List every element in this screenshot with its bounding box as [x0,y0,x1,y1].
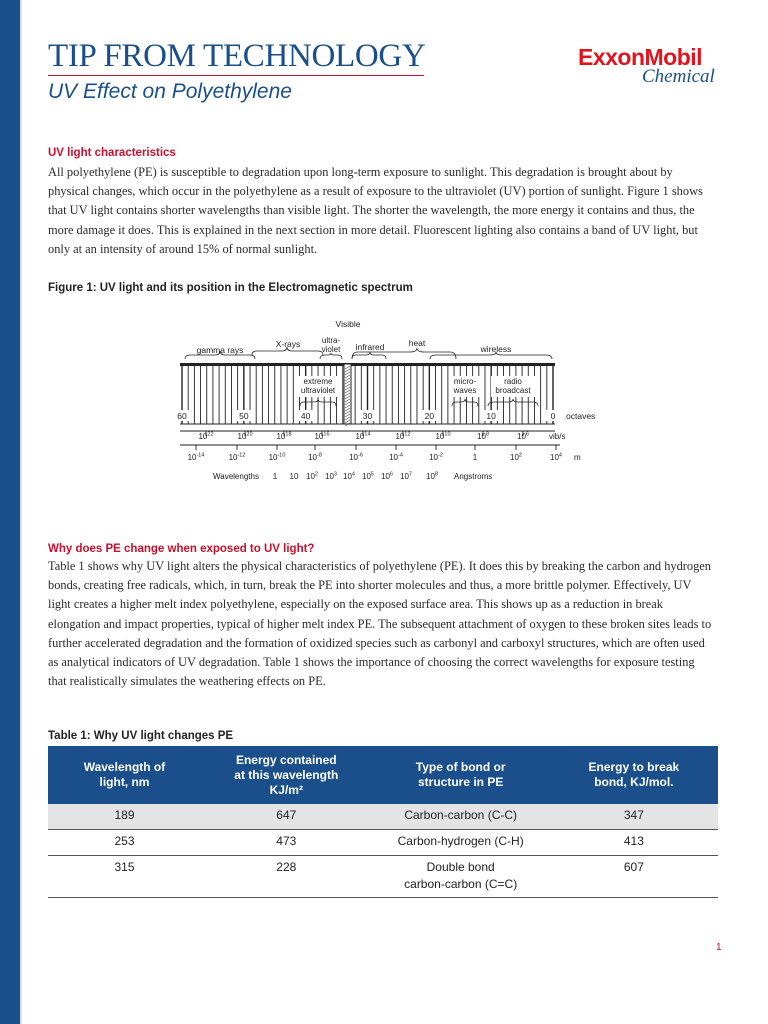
cell-wavelength: 315 [48,856,201,898]
octaves-unit-label: octaves [566,411,596,421]
cell-break-energy: 413 [550,830,718,856]
header-break-line: Energy to break [588,760,680,774]
cell-bond: Carbon-carbon (C-C) [372,804,550,830]
visible-band [344,364,351,424]
infrared-label: infrared [355,342,385,352]
octave-label: 50 [239,411,249,421]
cell-energy: 228 [201,856,372,898]
header-bond-line: structure in PE [417,775,504,789]
ultraviolet-label-line2: violet [321,345,341,354]
extreme-uv-label-line2: ultraviolet [300,386,336,395]
spectrum-top-band [180,363,555,366]
radio-broadcast-label-line1: radio [504,377,522,386]
chemical-logo-text: Chemical [642,66,715,87]
header-bond-type [372,746,550,804]
header-energy-line: at this wavelength [234,767,339,782]
angstrom-label: $10^4$ [343,471,355,481]
cell-wavelength: 253 [48,830,201,856]
uv-characteristics-paragraph: All polyethylene (PE) is susceptible to degradation upon long-term exposure to sunlight. This degradation is brought about by physical changes, which occur in the polyethylene as a result of exposure to the ultraviolet (UV) portion of sunlight. Figure 1 shows that UV light contains shorter wavelengths than visible light. The shorter the wavelength, the more energy it contains and thus, the more damage it does. This is explained in the next section in more detail. Fluorescent lighting also contains a band of UV light, but only at an intensity of around 15% of normal sunlight. [48,165,703,256]
angstrom-label: $10^7$ [400,471,412,481]
meter-label: $10^4$ [550,452,562,462]
meter-label: $10^{-12}$ [228,452,246,462]
x-rays-label: X-rays [275,339,301,349]
cell-bond [372,856,550,898]
cell-break-energy: 607 [550,856,718,898]
header-wavelength-line: light, nm [99,775,150,789]
frequency-label: $10^{18}$ [276,431,292,441]
angstrom-label: $10^2$ [306,471,318,481]
ultraviolet-label-line1: ultra- [321,336,341,345]
figure-caption: Figure 1: UV light and its position in the Electromagnetic spectrum [48,282,413,294]
gamma-rays-brace [185,351,255,359]
page-number: 1 [716,942,722,953]
left-sidebar-edge [20,0,22,1024]
uv-bond-table [48,746,718,898]
meter-label: $10^{-14}$ [187,452,205,462]
octave-label: 40 [300,411,311,421]
table-row [48,856,718,898]
frequency-label: $10^8$ [477,431,489,441]
left-sidebar-bar [0,0,20,1024]
header-energy-line: Energy contained [235,752,337,767]
infrared-brace [352,352,386,359]
header-wavelength [48,746,201,804]
octave-label: 30 [362,411,373,421]
exxonmobil-logo: ExxonMobil [578,44,703,70]
table-caption: Table 1: Why UV light changes PE [48,730,234,742]
meter-unit-label: m [574,453,581,462]
angstroms-label: Angstroms [454,472,493,481]
octave-label: 0 [550,411,556,421]
meter-label: 1 [472,453,478,462]
angstrom-label: $10^8$ [426,471,438,481]
page-title: TIP FROM TECHNOLOGY [48,38,426,74]
frequency-label: $10^6$ [517,431,529,441]
cell-energy: 473 [201,830,372,856]
octave-label: 20 [424,411,435,421]
frequency-unit-label: vib/s [549,432,566,441]
header-energy-line: KJ/m² [269,782,303,797]
frequency-label: $10^{22}$ [198,431,214,441]
title-rule [48,75,424,76]
cell-break-energy: 347 [550,804,718,830]
heat-label: heat [408,338,426,348]
why-pe-changes-paragraph: Table 1 shows why UV light alters the physical characteristics of polyethylene (PE). It does this by breaking the carbon and hydrogen bonds, creating free radicals, which, in turn, break the PE into shorter molecules and thus, a more brittle polymer. Effectively, UV light creates a higher melt index polyethylene, especially on the exposed surface area. This shows up as a reduction in break elongation and impact properties, typical of higher melt index PE. The subsequent attachment of oxygen to these broken sites leads to further accelerated degradation and the formation of oxidized species such as carbonyl and carboxyl structures, which are often used as analytical indicators of UV degradation. Table 1 shows the importance of choosing the correct wavelengths for exposure testing that realistically simulates the weathering effects on PE. [48,559,712,689]
header-bond-line: Type of bond or [415,760,506,774]
meter-label: $10^{-2}$ [429,452,443,462]
extreme-uv-label-line1: extreme [303,377,333,386]
header-wavelength-line: Wavelength of [83,760,166,774]
frequency-scale [198,431,565,441]
angstrom-label: $10^5$ [362,471,374,481]
angstrom-label: $10^3$ [325,471,337,481]
frequency-label: $10^{12}$ [395,431,411,441]
header-break-line: bond, KJ/mol. [594,775,674,789]
angstrom-label: 10 [289,472,299,481]
table-row [48,804,718,830]
visible-label: Visible [335,319,361,329]
octave-scale [175,410,595,421]
radio-broadcast-label-line2: broadcast [495,386,531,395]
x-rays-brace [252,347,323,355]
microwaves-label-line1: micro- [453,377,477,386]
cell-bond: Carbon-hydrogen (C-H) [372,830,550,856]
page-subtitle: UV Effect on Polyethylene [48,80,292,103]
meter-label: $10^{-4}$ [389,452,403,462]
frequency-label: $10^{20}$ [237,431,253,441]
radio-broadcast-brace [488,399,538,406]
meter-label: $10^{-6}$ [349,452,363,462]
gamma-rays-label: gamma rays [196,345,244,355]
angstrom-scale [213,472,492,482]
cell-wavelength: 189 [48,804,201,830]
frequency-label: $10^{10}$ [435,431,451,441]
header-energy-contained [201,746,372,804]
octave-label: 10 [486,411,496,421]
header-energy-to-break [550,746,718,804]
table-row [48,830,718,856]
microwaves-brace [452,399,478,406]
wavelengths-label: Wavelengths [213,472,259,481]
cell-energy: 647 [201,804,372,830]
meter-label: $10^{-8}$ [308,452,322,462]
em-spectrum-diagram [160,312,600,487]
microwaves-label-line2: waves [453,386,477,395]
frequency-label: $10^{16}$ [314,431,330,441]
table-header-row [48,746,718,804]
section-heading-uv-characteristics: UV light characteristics [48,147,176,159]
meter-label: $10^2$ [510,452,522,462]
meter-label: $10^{-10}$ [268,452,286,462]
wireless-label: wireless [480,344,512,354]
angstrom-label: $10^6$ [381,471,393,481]
meter-scale [188,445,581,462]
octave-label: 60 [177,411,187,421]
cell-bond-line: Double bond [426,860,495,874]
angstrom-label: 1 [272,472,278,481]
section-heading-why-pe-changes: Why does PE change when exposed to UV light? [48,543,315,555]
cell-bond-line: carbon-carbon (C=C) [404,877,518,891]
frequency-label: $10^{14}$ [355,431,371,441]
